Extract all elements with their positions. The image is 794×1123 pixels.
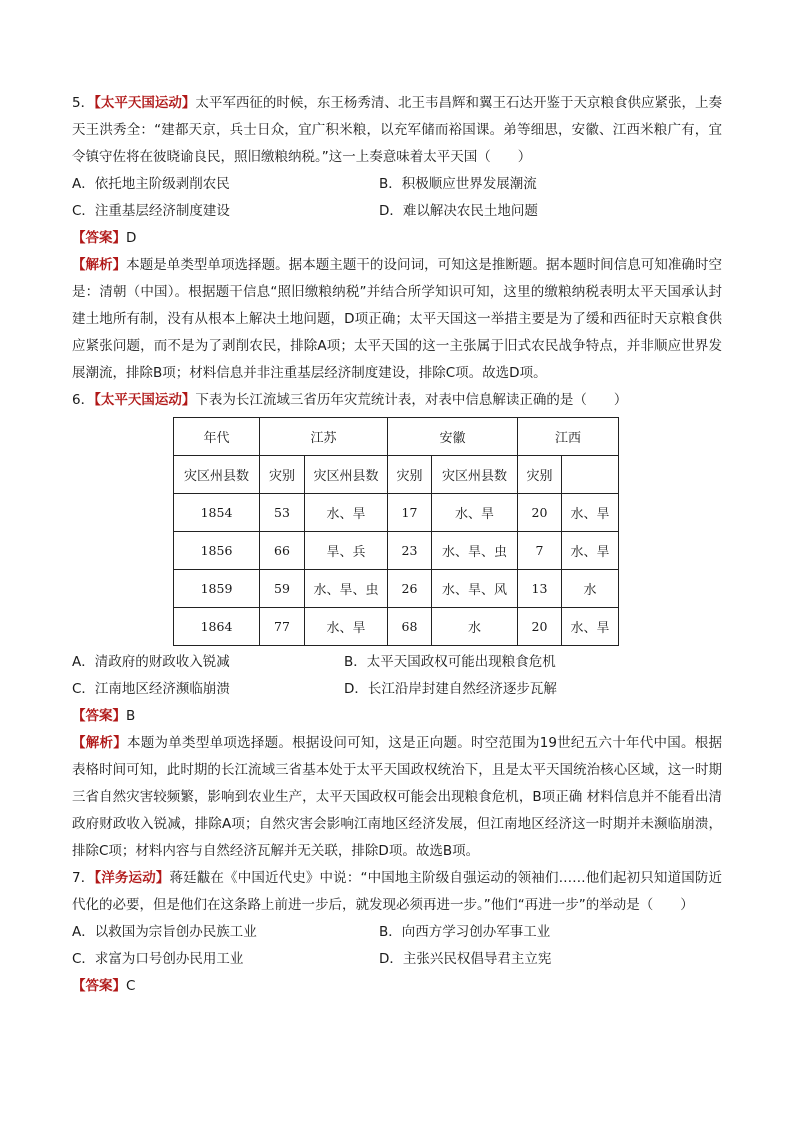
q6-analysis-label: 【解析】 — [72, 735, 128, 751]
q6-stem-text: 下表为长江流域三省历年灾荒统计表，对表中信息解读正确的是（ ） — [195, 392, 628, 408]
q6-answer — [72, 703, 722, 730]
q5-options — [72, 171, 722, 225]
table-subheader-row — [174, 456, 619, 494]
q7-options — [72, 919, 722, 973]
table-header-cell: 年代 — [174, 418, 260, 456]
q6-topic-tag: 【太平天国运动】 — [94, 392, 196, 408]
q7-stem — [72, 865, 722, 919]
q6-option-a: A．清政府的财政收入锐减 — [72, 654, 230, 670]
table-row — [174, 570, 619, 608]
q7-option-a: A．以救国为宗旨创办民族工业 — [72, 924, 257, 940]
table-header-cell: 江苏 — [260, 418, 388, 456]
table-cell: 26 — [388, 570, 432, 608]
table-cell: 水、旱、虫 — [305, 570, 388, 608]
table-cell: 7 — [518, 532, 562, 570]
table-cell: 水 — [432, 608, 518, 646]
table-cell: 53 — [260, 494, 305, 532]
table-subheader-cell: 灾别 — [388, 456, 432, 494]
table-cell: 水、旱 — [305, 494, 388, 532]
q7-option-c: C．求富为口号创办民用工业 — [72, 951, 244, 967]
table-cell: 旱、兵 — [305, 532, 388, 570]
table-cell: 23 — [388, 532, 432, 570]
table-cell: 水 — [562, 570, 619, 608]
table-cell: 59 — [260, 570, 305, 608]
q5-stem-text: 太平军西征的时候，东王杨秀清、北王韦昌辉和翼王石达开鉴于天京粮食供应紧张，上奏天王洪秀全：“建都天京，兵士日众，宜广积米粮，以充军储而裕国课。弟等细思，安徽、江西米粮广有，宜令镇守佐将在彼晓谕良民，照旧缴粮纳税。”这一上奏意味着太平天国（ ） — [72, 95, 723, 165]
table-cell: 68 — [388, 608, 432, 646]
table-subheader-cell: 灾别 — [518, 456, 562, 494]
table-cell: 1859 — [174, 570, 260, 608]
q5-answer — [72, 225, 722, 252]
q7-stem-text: 蒋廷黻在《中国近代史》中说：“中国地主阶级自强运动的领袖们……他们起初只知道国防近代化的必要，但是他们在这条路上前进一步后，就发现必须再进一步。”他们“再进一步”的举动是（ ） — [72, 870, 723, 913]
q6-options — [72, 649, 722, 703]
q6-option-b: B．太平天国政权可能出现粮食危机 — [344, 654, 556, 670]
q5-answer-label: 【答案】 — [72, 230, 126, 246]
table-subheader-cell — [562, 456, 619, 494]
table-cell: 66 — [260, 532, 305, 570]
table-cell: 水、旱 — [562, 608, 619, 646]
table-cell: 20 — [518, 608, 562, 646]
q5-option-d: D．难以解决农民土地问题 — [379, 203, 538, 219]
q6-answer-value: B — [126, 708, 136, 724]
q5-option-b: B．积极顺应世界发展潮流 — [379, 176, 537, 192]
q5-option-a: A．依托地主阶级剥削农民 — [72, 176, 230, 192]
q6-option-d: D．长江沿岸封建自然经济逐步瓦解 — [344, 681, 557, 697]
q6-analysis-text: 本题为单类型单项选择题。根据设问可知，这是正向题。时空范围为19世纪五六十年代中国。根据表格时间可知，此时期的长江流域三省基本处于太平天国政权统治下，且是太平天国统治核心区域，这一时期三省自然灾害较频繁，影响到农业生产，太平天国政权可能会出现粮食危机，B项正确 材料信息并不能看出清政府财政收入锐减，排除A项；自然灾害会影响江南地区经济发展，但江南地区经济这一时期并未濒临崩溃，排除C项；材料内容与自然经济瓦解并无关联，排除D项。故选B项。 — [72, 735, 722, 859]
table-cell: 水、旱、风 — [432, 570, 518, 608]
table-subheader-cell: 灾区州县数 — [174, 456, 260, 494]
q7-number: 7． — [72, 870, 95, 886]
q5-topic-tag: 【太平天国运动】 — [94, 95, 196, 111]
table-cell: 20 — [518, 494, 562, 532]
q7-option-b: B．向西方学习创办军事工业 — [379, 924, 551, 940]
table-cell: 77 — [260, 608, 305, 646]
q7-answer-value: C — [126, 978, 136, 994]
q7-topic-tag: 【洋务运动】 — [94, 870, 170, 886]
q7-answer-label: 【答案】 — [72, 978, 126, 994]
table-cell: 1854 — [174, 494, 260, 532]
table-cell: 水、旱 — [562, 532, 619, 570]
q5-analysis-text: 本题是单类型单项选择题。据本题主题干的设问词，可知这是推断题。据本题时间信息可知准确时空是：清朝（中国）。根据题干信息“照旧缴粮纳税”并结合所学知识可知，这里的缴粮纳税表明太平天国承认封建土地所有制，没有从根本上解决土地问题，D项正确；太平天国这一举措主要是为了缓和西征时天京粮食供应紧张问题，而不是为了剥削农民，排除A项；太平天国的这一主张属于旧式农民战争特点，并非顺应世界发展潮流，排除B项；材料信息并非注重基层经济制度建设，排除C项。故选D项。 — [72, 257, 723, 381]
q6-analysis — [72, 730, 722, 865]
table-cell: 17 — [388, 494, 432, 532]
q7-option-d: D．主张兴民权倡导君主立宪 — [379, 951, 552, 967]
table-cell: 1856 — [174, 532, 260, 570]
table-subheader-cell: 灾别 — [260, 456, 305, 494]
table-row — [174, 532, 619, 570]
table-cell: 13 — [518, 570, 562, 608]
table-header-row — [174, 418, 619, 456]
table-row — [174, 494, 619, 532]
q5-number: 5． — [72, 95, 95, 111]
disaster-stats-table — [173, 417, 619, 646]
table-cell: 水、旱 — [432, 494, 518, 532]
q5-analysis — [72, 252, 722, 387]
table-cell: 水、旱 — [562, 494, 619, 532]
q6-answer-label: 【答案】 — [72, 708, 126, 724]
table-header-cell: 安徽 — [388, 418, 518, 456]
table-cell: 水、旱 — [305, 608, 388, 646]
q5-analysis-label: 【解析】 — [72, 257, 127, 273]
q6-number: 6． — [72, 392, 95, 408]
table-cell: 1864 — [174, 608, 260, 646]
document-page — [72, 90, 722, 1000]
q6-option-c: C．江南地区经济濒临崩溃 — [72, 681, 230, 697]
table-subheader-cell: 灾区州县数 — [432, 456, 518, 494]
q5-option-c: C．注重基层经济制度建设 — [72, 203, 230, 219]
q7-answer — [72, 973, 722, 1000]
table-cell: 水、旱、虫 — [432, 532, 518, 570]
q5-answer-value: D — [126, 230, 137, 246]
table-header-cell: 江西 — [518, 418, 619, 456]
table-subheader-cell: 灾区州县数 — [305, 456, 388, 494]
q5-stem — [72, 90, 722, 171]
table-row — [174, 608, 619, 646]
q6-stem — [72, 387, 722, 414]
